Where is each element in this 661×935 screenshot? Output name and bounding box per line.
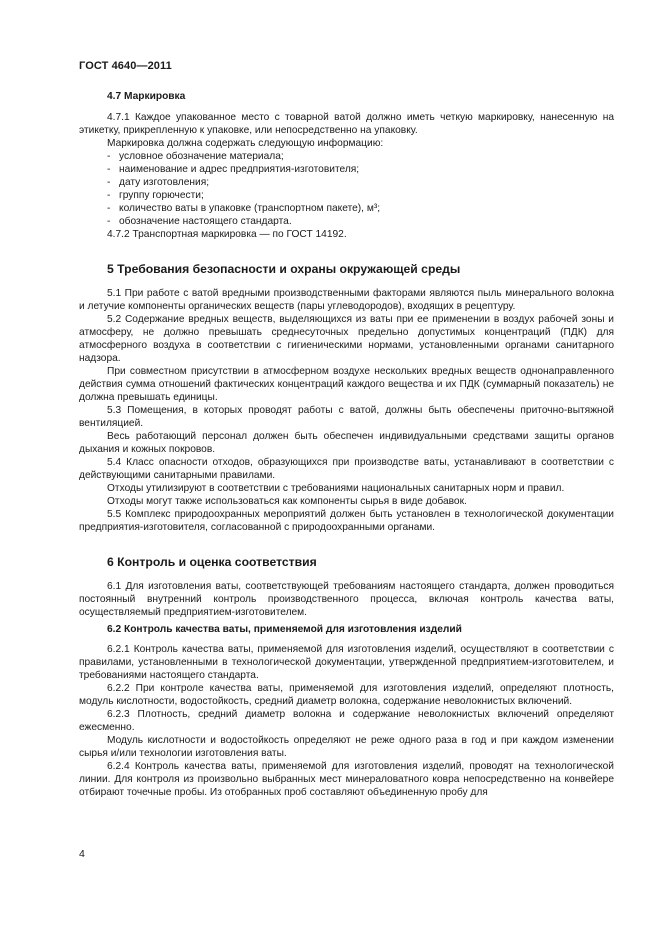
paragraph-marking-intro: Маркировка должна содержать следующую информацию:	[107, 138, 384, 149]
paragraph: 6.2.1 Контроль качества ваты, применяемой для изготовления изделий, осуществляют в соответствии с правилами, установленными в технологической документации, утвержденной предприятием-изготовителем, и требованиями настоящего стандарта.	[79, 644, 614, 681]
paragraph: Весь работающий персонал должен быть обеспечен индивидуальными средствами защиты органов дыхания и кожных покровов.	[79, 431, 614, 455]
paragraph: 6.2.4 Контроль качества ваты, применяемой для изготовления изделий, проводят на технологической линии. Для контроля из произвольно выбранных мест минераловатного ковра непосредственно на конвейере отбирают точечные пробы. Из отобранных проб составляют объединенную пробу для	[79, 761, 614, 798]
paragraph: При совместном присутствии в атмосферном воздухе нескольких вредных веществ однонаправленного действия сумма отношений фактических концентраций каждого вещества и их ПДК (суммарный показатель) не должна превышать единицы.	[79, 366, 614, 403]
paragraph: 6.2.2 При контроле качества ваты, применяемой для изготовления изделий, определяют плотность, модуль кислотности, водостойкость, средний диаметр волокна, содержание неволокнистых включений.	[79, 683, 614, 707]
paragraph-4-7-2: 4.7.2 Транспортная маркировка — по ГОСТ 14192.	[107, 229, 347, 240]
paragraph-6-1: 6.1 Для изготовления ваты, соответствующей требованиям настоящего стандарта, должен проводиться постоянный внутренний контроль производственного процесса, включая контроль качества ваты, осуществляемый предприятием-изготовителем.	[79, 581, 614, 618]
section-5-heading: 5 Требования безопасности и охраны окружающей среды	[107, 262, 461, 276]
list-item: - наименование и адрес предприятия-изготовителя;	[107, 164, 360, 175]
list-item: - дату изготовления;	[107, 177, 210, 188]
section-6-2-heading: 6.2 Контроль качества ваты, применяемой для изготовления изделий	[107, 624, 462, 635]
section-6-heading: 6 Контроль и оценка соответствия	[107, 555, 317, 569]
paragraph: 5.3 Помещения, в которых проводят работы с ватой, должны быть обеспечены приточно-вытяжной вентиляцией.	[79, 405, 614, 429]
document-id: ГОСТ 4640—2011	[79, 60, 172, 72]
document-body	[79, 90, 614, 799]
paragraph: 5.1 При работе с ватой вредными производственными факторами являются пыль минерального волокна и летучие компоненты органических веществ (пары углеводородов), входящих в рецептуру.	[79, 288, 614, 312]
paragraph: 5.2 Содержание вредных веществ, выделяющихся из ваты при ее применении в воздух рабочей зоны и атмосферу, не должно превышать среднесуточных предельно допустимых концентраций (ПДК) для атмосферного воздуха в соответствии с гигиеническими нормами, установленными органами санитарного надзора.	[79, 314, 614, 364]
paragraph-4-7-1: 4.7.1 Каждое упакованное место с товарной ватой должно иметь четкую маркировку, нанесенную на этикетку, прикрепленную к упаковке, или непосредственно на упаковку.	[79, 112, 614, 136]
section-4-7-heading: 4.7 Маркировка	[107, 91, 186, 102]
paragraph: Отходы могут также использоваться как компоненты сырья в виде добавок.	[107, 496, 467, 507]
list-item: - обозначение настоящего стандарта.	[107, 216, 292, 227]
paragraph: Отходы утилизируют в соответствии с требованиями национальных санитарных норм и правил.	[107, 483, 565, 494]
list-item: - количество ваты в упаковке (транспортном пакете), м³;	[107, 203, 381, 214]
paragraph: 5.5 Комплекс природоохранных мероприятий должен быть установлен в технологической документации предприятия-изготовителя, согласованной с природоохранными органами.	[79, 509, 614, 533]
paragraph: 6.2.3 Плотность, средний диаметр волокна и содержание неволокнистых включений определяют ежесменно.	[79, 709, 614, 733]
marking-list	[79, 150, 614, 228]
list-item: - группу горючести;	[107, 190, 204, 201]
list-item: - условное обозначение материала;	[107, 151, 284, 162]
paragraph: 5.4 Класс опасности отходов, образующихся при производстве ваты, устанавливают в соответствии с действующими санитарными правилами.	[79, 457, 614, 481]
paragraph: Модуль кислотности и водостойкость определяют не реже одного раза в год и при каждом изменении сырья и/или технологии изготовления ваты.	[79, 735, 614, 759]
page-number: 4	[79, 848, 85, 860]
